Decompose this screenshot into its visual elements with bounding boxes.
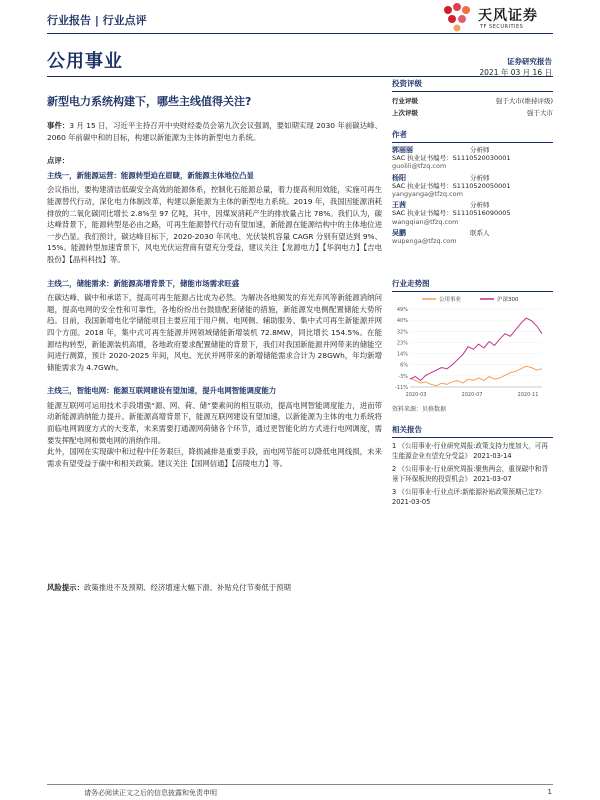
- author-entry: 杨阳 分析师 SAC 执业证书编号：S1110520050001 yangyanga@tfzq.com: [392, 173, 511, 199]
- y-tick-label: 23%: [396, 340, 408, 347]
- trend-heading: 行业走势图: [392, 278, 553, 292]
- y-tick-label: -11%: [395, 385, 408, 391]
- related-heading: 相关报告: [392, 424, 553, 438]
- authors-heading: 作者: [392, 129, 553, 143]
- y-tick-label: 40%: [396, 318, 408, 325]
- author-entry: 郭丽丽 分析师 SAC 执业证书编号：S1110520030001 guolili@tfzq.com: [392, 146, 511, 171]
- legend-label: 公用事业: [439, 297, 462, 303]
- section-3-body: 能源互联网可运用技术手段增强“源、网、荷、储”要素间的相互联动，提高电网智能调度能力，进而带动新能源消纳能力提升。新能源高增背景下，能源互联网建设有望加速，以新能源为主体的电力系统将面临电网调度方式的大变革，未来需要打通源网荷储各个环节，通过更智能化的方式进行电网调度，需要发挥配电网和微电网的消纳作用。 此外，国网在实现碳中和过程中任务艰巨，降损减排是重要手段，而电网节能可以降低电网线损，未来需求有望受益于碳中和相关政策。建议关注【国网信通】【涪陵电力】等。: [47, 400, 382, 468]
- chart-source: 资料来源：贝格数据: [392, 406, 447, 413]
- sector-divider: [47, 76, 553, 77]
- rating-row: 上次评级 强于大市: [392, 109, 553, 117]
- related-reports: [392, 424, 553, 510]
- company-logo: [442, 2, 552, 34]
- y-tick-label: 14%: [396, 351, 408, 358]
- section-2-body: 在碳达峰、碳中和承诺下，提高可再生能源占比成为必然。为解决各地频发的弃光弃风等新能源消纳问题，提高电网的安全性和可靠性，各地纷纷出台鼓励配套储能的措施，新能源发电侧配置储能大势所趋。目前，我国新增电化学储能项目主要应用于用户侧、电网侧、辅助服务、集中式可再生新能源并网四个方面。2018 年，集中式可再生能源并网领域储能新增装机 72.8MW，同比增长 154.5%。在能源结构转型，新能源装机高增，各地政府要求配置储能的背景下，我们对我国新能源并网带来的储能空间进行测算，预计 2020-2025 年间，风电、光伏并网带来的新增储能需求合计为 28GWh，年均新增储能需求为 4.7GWh。: [47, 293, 382, 372]
- author-entry: 王茜 分析师 SAC 执业证书编号：S1110516090005 wangqian@tfzq.com: [392, 201, 511, 226]
- author-entry: 吴鹏 联系人 wupenga@tfzq.com: [392, 228, 490, 246]
- report-type: 证券研究报告: [507, 57, 552, 66]
- x-tick-label: 2020-11: [517, 392, 539, 398]
- rating-row: 行业评级 强于大市(维持评级): [392, 97, 553, 105]
- risk-paragraph: 风险提示：政策推进不及预期、经济增速大幅下滑、补贴兑付节奏低于预期: [47, 583, 291, 592]
- logo-mark-icon: [442, 2, 476, 32]
- section-2-title: 主线二，储能需求：新能源高增背景下，储能市场需求旺盛: [47, 278, 240, 288]
- series-line: [410, 318, 542, 380]
- event-paragraph: 事件：3 月 15 日，习近平主持召开中央财经委员会第九次会议强调，要如期实现 2030 年前碳达峰、2060 年前碳中和的目标，构建以新能源为主体的新型电力系统。: [47, 121, 382, 142]
- header-divider: [47, 33, 553, 34]
- y-tick-label: 6%: [400, 362, 408, 369]
- y-tick-label: 32%: [396, 329, 408, 336]
- section-1-title: 主线一，新能源运营：能源转型迫在眉睫，新能源主体地位凸显: [47, 170, 254, 180]
- footer-divider: [47, 784, 553, 785]
- footer-disclaimer: 请务必阅读正文之后的信息披露和免责申明: [84, 789, 217, 797]
- report-headline: 新型电力系统构建下，哪些主线值得关注?: [47, 95, 252, 108]
- page-number: 1: [547, 788, 552, 796]
- report-date: 2021 年 03 月 16 日: [479, 68, 552, 77]
- sidebar: [392, 78, 553, 248]
- section-3-title: 主线三，智能电网：能源互联网建设有望加速，提升电网智能调度能力: [47, 386, 277, 396]
- point-label: 点评：: [47, 156, 70, 166]
- y-tick-label: -3%: [398, 373, 408, 380]
- x-tick-label: 2020-03: [405, 392, 427, 398]
- section-1-body: 会议指出，要构建清洁低碳安全高效的能源体系，控制化石能源总量，着力提高利用效能，实施可再生能源替代行动，深化电力体制改革，构建以新能源为主体的新型电力系统。2019 年，我国因能源消耗排放的二氧化碳同比增长 2.8%至 97 亿吨，其中，因煤炭消耗产生的排放量占比 78%。我们认为，碳达峰背景下，能源转型是必由之路，可再生能源替代行动有望加速，新能源在能源结构中的主体地位进一步凸显。我们预计，碳达峰目标下，2020-2030 年风电、光伏装机容量 CAGR 分别有望达到 9%、15%。能源转型加速背景下，风电光伏运营商有望充分受益，建议关注【龙源电力】【华润电力】【吉电股份】【晶科科技】等。: [47, 185, 382, 264]
- related-report-item[interactable]: 2 《公用事业-行业研究周报:聚焦两会，重视碳中和背景下环保板块的投资机会》 2021-03-07: [392, 465, 548, 483]
- related-report-item[interactable]: 1 《公用事业-行业研究周报:政策支持力度加大，可再生能源企业有望充分受益》 2021-03-14: [392, 442, 548, 460]
- x-tick-label: 2020-07: [461, 392, 483, 398]
- main-body: [47, 120, 382, 472]
- rating-heading: 投资评级: [392, 78, 553, 92]
- related-report-item[interactable]: 3 《公用事业-行业点评:新能源补贴政策预期已定?》 2021-03-05: [392, 488, 545, 506]
- industry-trend-chart: [392, 291, 553, 403]
- legend-label: 沪深300: [497, 297, 519, 303]
- breadcrumb: 行业报告 | 行业点评: [47, 14, 147, 27]
- sector-title: 公用事业: [47, 51, 123, 72]
- logo-text: 天风证券: [478, 8, 538, 24]
- logo-subtext: TF SECURITIES: [480, 24, 524, 30]
- y-tick-label: 49%: [396, 307, 408, 313]
